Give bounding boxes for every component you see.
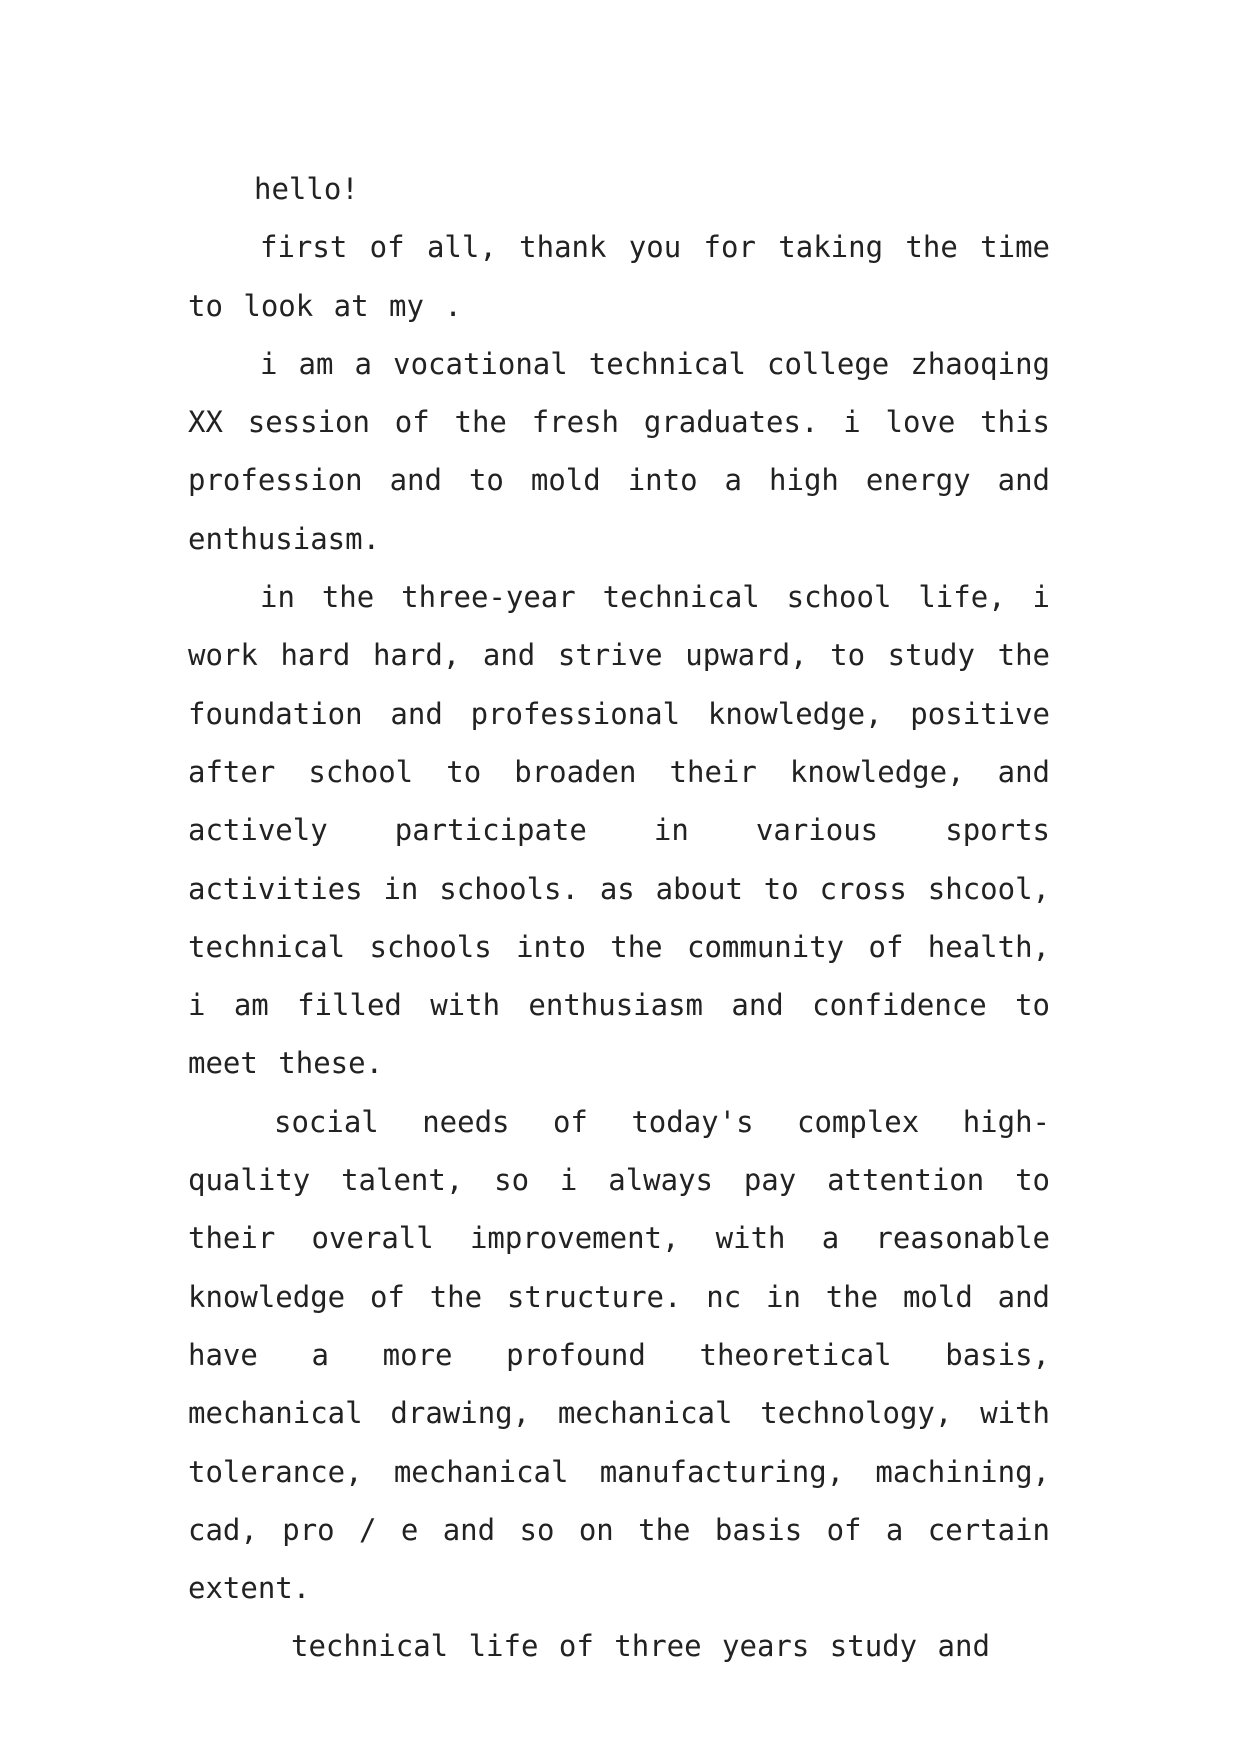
skills-paragraph: social needs of today's complex high-quality talent, so i always pay attention to their overall improvement, with a reasonable knowledge of the structure. nc in the mold and have a more profound theoretical basis, mechanical drawing, mechanical technology, with tolerance, mechanical manufacturing, machining, cad, pro / e and so on the basis of a certain extent. xyxy=(188,1104,1050,1606)
school-life-paragraph: in the three-year technical school life, i work hard hard, and strive upward, to study the foundation and professional knowledge, positive after school to broaden their knowledge, and actively participate in various sports activities in schools. as about to cross shcool, technical schools into the community of health, i am filled with enthusiasm and confidence to meet these. xyxy=(188,580,1050,1081)
letter-body xyxy=(188,160,1050,1676)
greeting-paragraph: hello! xyxy=(254,172,359,206)
closing-paragraph-fragment: technical life of three years study and xyxy=(291,1629,990,1664)
intro-paragraph: first of all, thank you for taking the time to look at my . xyxy=(188,230,1050,323)
background-paragraph: i am a vocational technical college zhaoqing XX session of the fresh graduates. i love this profession and to mold into a high energy and enthusiasm. xyxy=(188,346,1050,556)
